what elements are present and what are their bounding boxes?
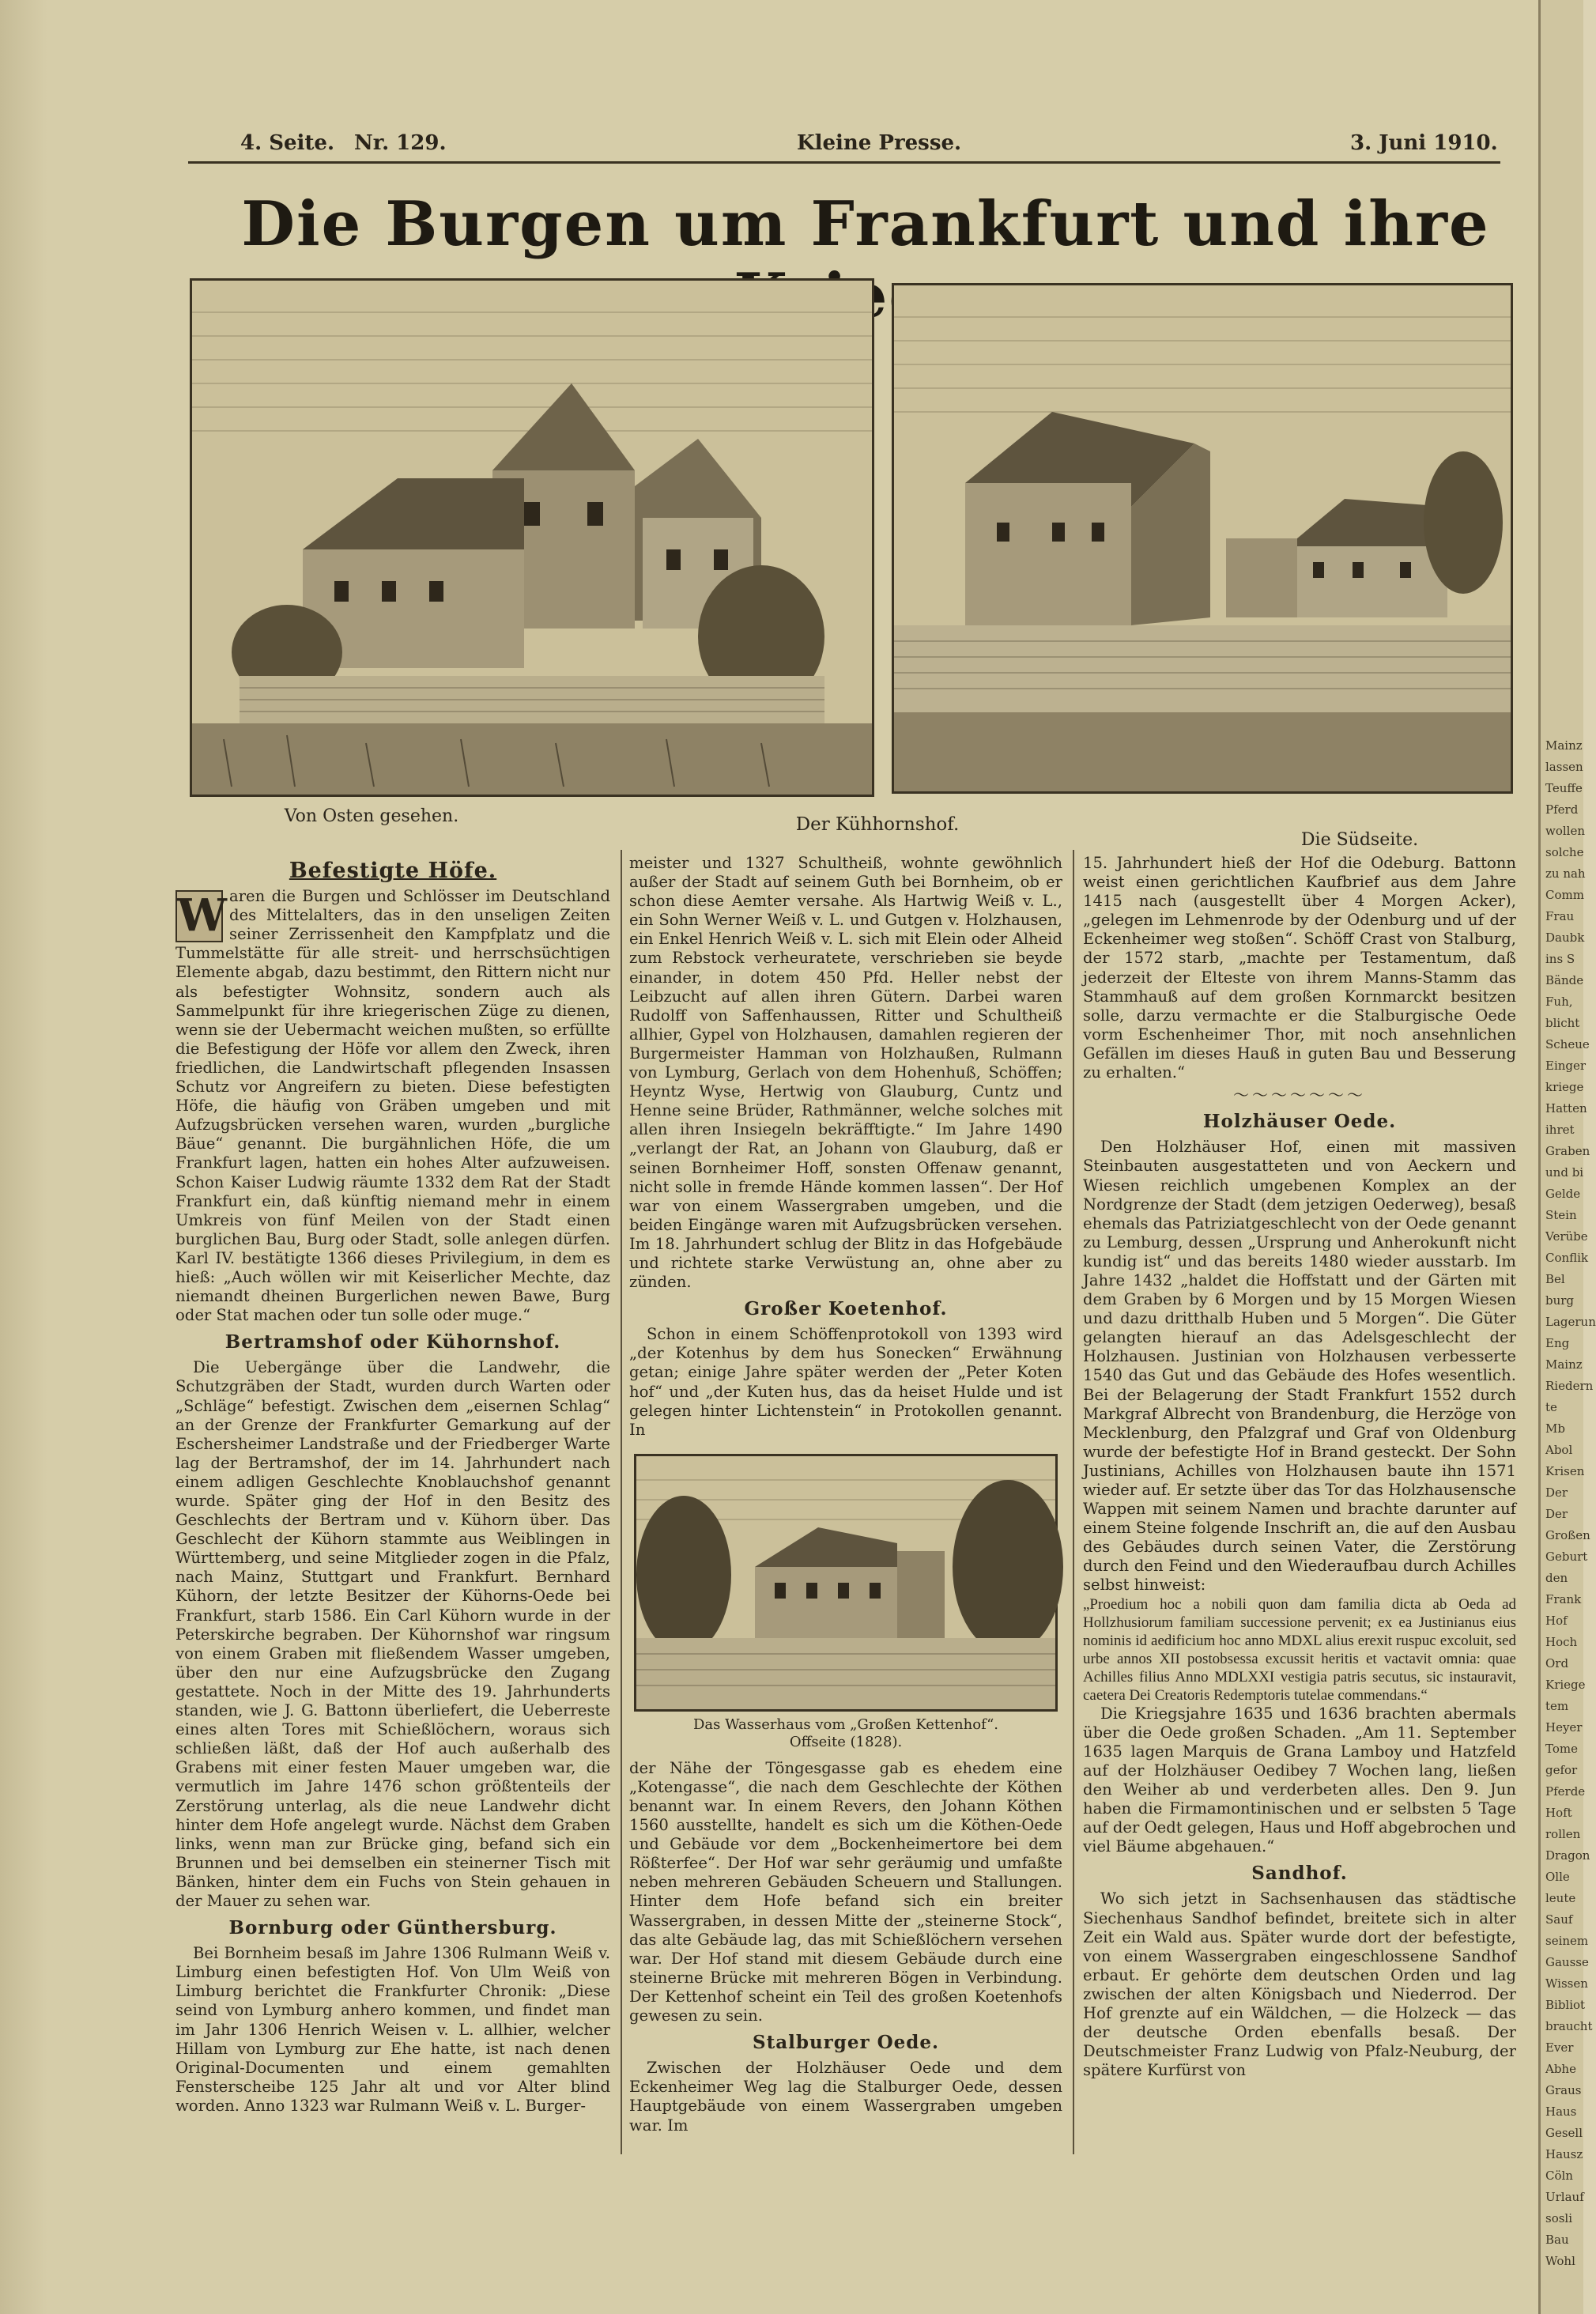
paragraph: Die Uebergänge über die Landwehr, die Schutzgräben der Stadt, wurden durch Warten oder „Schläge“ befestigt. Zwischen dem „eisernen Schlag“ an der Grenze der Frankfurter Gemarkung auf der Eschersheimer Landstraße und der Friedberger Warte lag der Bertramshof, der im 14. Jahrhundert nach einem adligen Geschlechte Knoblauchshof genannt wurde. Später ging der Hof in den Besitz des Geschlechts der Bertram und v. Kühorn über. Das Geschlecht der Kühorn stammte aus Weiblingen in Württemberg, und seine Mitglieder zogen in die Pfalz, nach Mainz, Stuttgart und Frankfurt. Bernhard Kühorn, der letzte Besitzer der Kühorns-Oede bei Frankfurt, starb 1586. Ein Carl Kühorn wurde in der Peterskirche begraben. Der Kühornshof war ringsum von einem Graben mit fließendem Wasser umgeben, über den nur eine Aufzugsbrücke den Zugang gestattete. Noch in der Mitte des 19. Jahrhunderts standen, wie J. G. Battonn überliefert, die Ueberreste eines alten Tores mit Schießlöchern, woraus sich schließen läßt, daß der Hof auch außerhalb des Grabens mit einer festen Mauer umgeben war, die vermutlich im Jahre 1476 schon größtenteils der Zerstörung unterlag, als die neue Landwehr dicht hinter dem Hofe angelegt wurde. Nächst dem Graben links, wenn man zur Brücke ging, befand sich ein Brunnen und bei demselben ein steinerner Tisch mit Bänken, hinter dem ein Fuchs von Stein gehauen in der Mauer zu sehen war. (175, 1358, 610, 1910)
adjacent-page-fragment: tem (1545, 1699, 1569, 1713)
adjacent-page-fragment: Wissen (1545, 1976, 1588, 1991)
column-1 (175, 854, 610, 2116)
paragraph: Den Holzhäuser Hof, einen mit massiven Steinbauten ausgestatteten und von Aeckern und Wiesen reichlich umgebenen Komplex an der Nordgrenze der Stadt (dem jetzigen Oederweg), besaß ehemals das Patriziatgeschlecht von der Oede genannt zu Lemburg, dessen „Ursprung und Anherokunft nicht kundig ist“ und das bereits 1480 wieder ausstarb. Im Jahre 1432 „haldet die Hoffstatt und der Gärten mit dem Graben by 6 Morgen und by 15 Morgen Wiesen und dazu dritthalb Huben und 5 Morgen“. Die Güter gelangten hierauf an das Adelsgeschlecht der Holzhausen. Justinian von Holzhausen verbesserte 1540 das Gut und das Gebäude des Hofes wesentlich. Bei der Belagerung der Stadt Frankfurt 1552 durch Markgraf Albrecht von Brandenburg, die Herzöge von Mecklenburg, den Pfalzgraf und Graf von Oldenburg wurde der befestigte Hof in Brand gesteckt. Der Sohn Justinians, Achilles von Holzhausen baute ihn 1571 wieder auf. Er setzte über das Tor das Holzhausensche Wappen mit seinem Namen und brachte darunter auf einem Steine folgende Inschrift an, die auf den Ausbau des Gebäudes durch seinen Vater, die Zerstörung durch den Feind und den Wiederaufbau durch Achilles selbst hinweist: (1083, 1138, 1516, 1595)
heading-bertramshof: Bertramshof oder Kühornshof. (224, 1331, 561, 1353)
adjacent-page-fragment: Scheue (1545, 1037, 1590, 1051)
adjacent-page-fragment: Wohl (1545, 2254, 1575, 2268)
paragraph: Schon in einem Schöffenprotokoll von 1393 wird „der Kotenhus by dem hus Sonecken“ Erwähnung getan; einige Jahre später werden der „Peter Koten hof“ und „der Kuten hus, das da heiset Hulde und ist gelegen hinter Lichtenstein“ in Protokollen genannt. In (629, 1325, 1062, 1439)
adjacent-page-fragment: Cöln (1545, 2169, 1573, 2183)
caption-east: Von Osten gesehen. (284, 806, 459, 826)
adjacent-page-fragment: Lagerun (1545, 1315, 1596, 1329)
adjacent-page-fragment: te (1545, 1400, 1557, 1414)
adjacent-page-fragment: braucht (1545, 2019, 1593, 2033)
castle-engraving-east (192, 281, 872, 795)
adjacent-page-fragment: Frank (1545, 1592, 1582, 1606)
issue-date: 3. Juni 1910. (1350, 131, 1498, 155)
column-2 (629, 854, 1062, 2135)
adjacent-page-fragment: solche (1545, 845, 1584, 859)
ornament-divider: ～～～～～～～ (1233, 1085, 1366, 1105)
adjacent-page-fragment: Pferd (1545, 802, 1579, 817)
column-3 (1083, 854, 1516, 2080)
adjacent-page-fragment: Abhe (1545, 2062, 1576, 2076)
adjacent-page-fragment: Olle (1545, 1870, 1570, 1884)
adjacent-page-fragment: Hatten (1545, 1101, 1587, 1115)
adjacent-page-fragment: Ord (1545, 1656, 1569, 1670)
adjacent-page-fragment: Gesell (1545, 2126, 1583, 2140)
caption-south: Die Südseite. (1300, 830, 1419, 850)
adjacent-page-fragment: Krisen (1545, 1464, 1585, 1478)
adjacent-page-fragment: zu nah (1545, 866, 1586, 881)
illustration-south-view (892, 283, 1513, 794)
adjacent-page-fragment: Bau (1545, 2233, 1569, 2247)
adjacent-page-fragment: Bibliot (1545, 1998, 1586, 2012)
inset-caption-line: Offseite (1828). (789, 1733, 903, 1750)
adjacent-page-fragment: Fuh, (1545, 995, 1573, 1009)
adjacent-page-fragment: Stein (1545, 1208, 1577, 1222)
adjacent-page-fragment: Bände (1545, 973, 1584, 987)
adjacent-page-fragment: Comm (1545, 888, 1584, 902)
heading-befestigte-hoefe: Befestigte Höfe. (289, 859, 497, 883)
adjacent-page-fragment: Teuffe (1545, 781, 1583, 795)
adjacent-page-fragment: Abol (1545, 1443, 1573, 1457)
column-rule-1 (621, 850, 622, 2154)
heading-bornburg: Bornburg oder Günthersburg. (228, 1917, 557, 1939)
dropcap: W (177, 889, 227, 942)
adjacent-page-fragment: Frau (1545, 909, 1575, 923)
wasserhaus-engraving (636, 1456, 1055, 1709)
adjacent-page-fragment: Gelde (1545, 1187, 1581, 1201)
heading-holzhaeuser-oede: Holzhäuser Oede. (1202, 1111, 1397, 1133)
adjacent-page-fragment: Verübe (1545, 1229, 1588, 1244)
adjacent-page-fragment: Tome (1545, 1742, 1578, 1756)
heading-grosser-koetenhof: Großer Koetenhof. (744, 1298, 948, 1320)
adjacent-page-fragment: Mb (1545, 1421, 1565, 1436)
castle-engraving-south (894, 285, 1511, 791)
inset-caption-line: Das Wasserhaus vom „Großen Kettenhof“. (692, 1716, 998, 1733)
adjacent-page-fragment: lassen (1545, 760, 1583, 774)
adjacent-page-fragment: Hof (1545, 1614, 1568, 1628)
adjacent-page-fragment: Heyer (1545, 1720, 1583, 1735)
adjacent-page-fragment: Mainz (1545, 738, 1583, 753)
adjacent-page-fragment: Sauf (1545, 1912, 1573, 1927)
adjacent-page-fragment: blicht (1545, 1016, 1580, 1030)
inset-caption (629, 1716, 1062, 1751)
adjacent-page-fragment: Ever (1545, 2040, 1574, 2055)
adjacent-page-fragment: Der (1545, 1507, 1568, 1521)
adjacent-page-fragment: den (1545, 1571, 1568, 1585)
issue-number: Nr. 129. (354, 131, 447, 155)
inset-figure (629, 1454, 1062, 1751)
adjacent-page-fragment: ihret (1545, 1123, 1575, 1137)
adjacent-page-strip (1538, 0, 1596, 2314)
heading-stalburger-oede: Stalburger Oede. (752, 2032, 940, 2054)
adjacent-page-fragment: rollen (1545, 1827, 1581, 1841)
adjacent-page-fragment: Hausz (1545, 2147, 1583, 2161)
caption-center: Der Kühhornshof. (795, 814, 960, 835)
paragraph: Die Kriegsjahre 1635 und 1636 brachten abermals über die Oede großen Schaden. „Am 11. September 1635 lagen Marquis de Grana Lamboy und Hatzfeld auf der Holzhäuser Oedibey 7 Wochen lang, ließen den Weiher ab und verderbeten alles. Den 9. Jun haben die Firmamontinischen und er selbsten 5 Tage auf der Oedt gelegen, Haus und Hoff abgebrochen und viel Bäume abgehauen.“ (1083, 1704, 1516, 1856)
adjacent-page-fragment: und bi (1545, 1165, 1584, 1180)
adjacent-page-fragment: Der (1545, 1485, 1568, 1500)
adjacent-page-fragment: Einger (1545, 1059, 1587, 1073)
adjacent-page-fragment: Graben (1545, 1144, 1590, 1158)
paragraph: Wo sich jetzt in Sachsenhausen das städtische Siechenhaus Sandhof befindet, breitete sich in alter Zeit ein Wald aus. Später wurde dort der befestigte, von einem Wassergraben eingeschlossene Sandhof erbaut. Er gehörte dem deutschen Orden und lag zwischen der alten Königsbach und Niederrod. Der Hof grenzte auf ein Wäldchen, — die Holzeck — das der deutsche Orden ebenfalls besaß. Der Deutschmeister Franz Ludwig von Pfalz-Neuburg, der spätere Kurfürst von (1083, 1889, 1516, 2080)
adjacent-page-fragment: Geburt (1545, 1550, 1588, 1564)
adjacent-page-fragment: Conflik (1545, 1251, 1589, 1265)
adjacent-page-fragment: Eng (1545, 1336, 1570, 1350)
page-header (188, 126, 1500, 164)
paragraph: 15. Jahrhundert hieß der Hof die Odeburg. Battonn weist einen gerichtlichen Kaufbrief aus dem Jahre 1415 nach (ausgestellt über 4 Morgen Acker), „gelegen im Lehmenrode by der Odenburg und uf der Eckenheimer weg stoßen“. Schöff Crast von Stalburg, der 1572 starb, „machte per Testamentum, daß jederzeit der Elteste von ihrem Manns-Stamm das Stammhauß auf dem großen Kornmarckt besitzen solle, darzu vermachte er die Stalburgische Oede vorm Eschenheimer Thor, mit noch ansehnlichen Gefällen im dieses Hauß in guten Bau und Besserung zu erhalten.“ (1083, 854, 1516, 1082)
paragraph (175, 887, 610, 1325)
adjacent-page-fragment: seinem (1545, 1934, 1589, 1948)
adjacent-page-fragment: Mainz (1545, 1357, 1583, 1372)
adjacent-page-fragment: Riedern (1545, 1379, 1594, 1393)
adjacent-page-fragment: Dragon (1545, 1848, 1590, 1863)
adjacent-page-fragment: leute (1545, 1891, 1576, 1905)
paragraph: Bei Bornheim besaß im Jahre 1306 Rulmann Weiß v. Limburg einen befestigten Hof. Von Ulm Weiß von Limburg berichtet die Frankfurter Chronik: „Diese seind von Lymburg anhero kommen, und findet man im Jahr 1306 Henrich Weisen v. L. allhier, welcher Hillam von Lymburg zur Ehe hatte, ist nach denen Original-Documenten und einem gemahlten Fensterscheibe 125 Jahr alt und vor Alter blind worden. Anno 1323 war Rulmann Weiß v. L. Burger- (175, 1944, 610, 2115)
page-fold-shadow (0, 0, 47, 2314)
paragraph: der Nähe der Töngesgasse gab es ehedem eine „Kotengasse“, die nach dem Geschlechte der Köthen benannt war. In einem Revers, den Johann Köthen 1560 ausstellte, handelt es sich um die Köthen-Oede und Gebäude vor dem „Bockenheimertore bei dem Rößterfee“. Der Hof war sehr geräumig und umfaßte neben mehreren Gebäuden Scheuern und Stallungen. Hinter dem Hofe befand sich ein breiter Wassergraben, in dessen Mitte der „steinerne Stock“, das alte Gebäude lag, das mit Schießlöchern versehen war. Der Hof stand mit diesem Gebäude durch eine steinerne Brücke mit mehreren Bögen in Verbindung. Der Kettenhof scheint ein Teil des großen Koetenhofs gewesen zu sein. (629, 1758, 1062, 2025)
adjacent-page-fragment: Hoch (1545, 1635, 1578, 1649)
adjacent-page-fragment: Daubk (1545, 931, 1585, 945)
adjacent-page-fragment: Graus (1545, 2083, 1582, 2097)
latin-inscription: „Proedium hoc a nobili quon dam familia dicta ab Oeda ad Hollzhusiorum familiam successione pervenit; ex ea Justinianus eius nominis id aedificium hoc anno MDXL alius erexit ruspuc excoluit, sed urbe annos XII postobsessa excussit heritis et vactavit omnia: quae Achilles filius Anno MDLXXI vestigia patris secutus, sic instauravit, caetera Dei Creatoris Redemptoris tutelae commendans.“ (1083, 1595, 1516, 1704)
adjacent-page-fragment: Großen (1545, 1528, 1590, 1542)
adjacent-page-fragment: gefor (1545, 1763, 1578, 1777)
adjacent-page-fragment: Bel (1545, 1272, 1565, 1286)
page-number: 4. Seite. (240, 131, 334, 155)
adjacent-page-fragment: Pferde (1545, 1784, 1586, 1799)
adjacent-page-fragment: burg (1545, 1293, 1575, 1308)
adjacent-page-fragment: Hoft (1545, 1806, 1572, 1820)
headline: Die Burgen um Frankfurt und ihre (241, 188, 1490, 260)
paragraph: meister und 1327 Schultheiß, wohnte gewöhnlich außer der Stadt auf seinem Guth bei Bornheim, ob er schon diese Aemter versahe. Als Hartwig Weiß v. L., ein Sohn Werner Weiß v. L. und Gutgen v. Holzhausen, ein Enkel Henrich Weiß v. L. sich mit Elein oder Alheid zum Rebstock verheuratete, verschrieben sie beyde einander, in dotem 450 Pfd. Heller nebst der Leibzucht auf allen ihren Gütern. Darbei waren Rudolff von Saffenhaussen, Ritter und Schultheiß allhier, Gypel von Holzhausen, damahlen regieren der Burgermeister Hamman von Holzhaußen, Rulmann von Lymburg, Gerlach von dem Hohenhuß, Schöffen; Heyntz Wyse, Hertwig von Glauburg, Cuntz und Henne seine Brüder, Rathmänner, welche solches mit allen ihren Insiegeln bekräfftigte.“ Im Jahre 1490 „verlangt der Rat, an Johann von Glauburg, daß er seinen Bornheimer Hoff, sonsten Offenaw genannt, nicht solle in fremde Hände kommen lassen“. Der Hof war von einem Wassergraben umgeben, und die beiden Eingänge waren mit Aufzugsbrücken versehen. Im 18. Jahrhundert schlug der Blitz in das Hofgebäude und richtete starke Verwüstung an, ohne aber zu zünden. (629, 854, 1062, 1292)
inset-illustration-wasserhaus (634, 1454, 1058, 1712)
column-rule-2 (1073, 850, 1074, 2154)
adjacent-page-fragment: wollen (1545, 824, 1586, 838)
illustration-east-view (190, 278, 874, 797)
adjacent-page-fragment: Kriege (1545, 1678, 1586, 1692)
paragraph-text: aren die Burgen und Schlösser im Deutschland des Mittelalters, das in den unseligen Zeiten seiner Zerrissenheit den Kampfplatz und die Tummelstätte für alle streit- und herrschsüchtigen Elemente abgab, dazu bestimmt, den Rittern nicht nur als befestigter Wohnsitz, sondern auch als Sammelpunkt für ihre kriegerischen Züge zu dienen, wenn sie der Uebermacht weichen mußten, so erfüllte die Befestigung der Höfe vor allem den Zweck, ihren friedlichen, die Landwirtschaft pflegenden Insassen Schutz vor Angreifern zu bieten. Diese befestigten Höfe, die häufig von Gräben umgeben und mit Aufzugsbrücken versehen waren, wurden „burgliche Bäue“ genannt. Die burgähnlichen Höfe, die um Frankfurt lagen, hatten ein hohes Alter aufzuweisen. Schon Kaiser Ludwig räumte 1332 dem Rat der Stadt Frankfurt ein, daß künftig niemand mehr in einem Umkreis von fünf Meilen von der Stadt einen burglichen Bau, Burg oder Stadt, solle anlegen dürfen. Karl IV. bestätigte 1366 dieses Privilegium, in dem es hieß: „Auch wöllen wir mit Keiserlicher Mechte, daz niemandt dheinen Burgerlichen newen Bawe, Burg oder Stat machen oder tun solle oder muge.“ (175, 887, 610, 1325)
newspaper-name: Kleine Presse. (797, 131, 962, 155)
adjacent-page-fragment: ins S (1545, 952, 1575, 966)
adjacent-page-fragment: Urlauf (1545, 2190, 1584, 2204)
adjacent-page-fragment: Haus (1545, 2104, 1577, 2119)
adjacent-page-fragment: Gausse (1545, 1955, 1589, 1969)
paragraph: Zwischen der Holzhäuser Oede und dem Eckenheimer Weg lag die Stalburger Oede, dessen Hauptgebäude von einem Wassergraben umgeben war. Im (629, 2059, 1062, 2135)
adjacent-page-fragment: sosli (1545, 2211, 1573, 2225)
heading-sandhof: Sandhof. (1251, 1863, 1348, 1885)
adjacent-page-fragment: kriege (1545, 1080, 1584, 1094)
